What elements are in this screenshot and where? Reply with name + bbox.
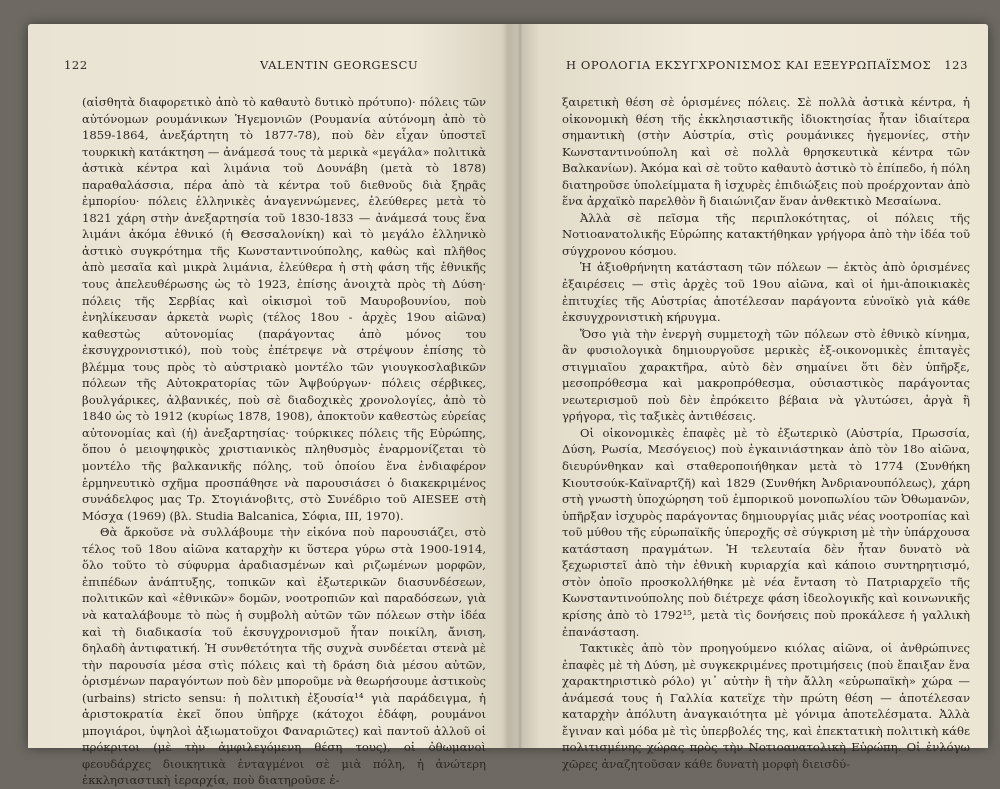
- running-head-author: VALENTIN GEORGESCU: [260, 58, 419, 72]
- left-page: [28, 24, 514, 788]
- paragraph: Ἀλλὰ σὲ πεῖσμα τῆς περιπλοκότητας, οἱ πόλεις τῆς Νοτιοανατολικῆς Εὐρώπης κατακτήθηκαν γρήγορα ἀπὸ τὴν ἰδέα τοῦ σύγχρονου κόσμου.: [562, 210, 970, 258]
- paragraph: (αἰσθητὰ διαφορετικὸ ἀπὸ τὸ καθαυτὸ δυτικὸ πρότυπο)· πόλεις τῶν αὐτόνομων ρουμάνικων Ἡγεμονιῶν (Ρουμανία αὐτόνομη ἀπὸ τὸ 1859-1864, ἀνεξάρτητη τὸ 1877-78), ποὺ δὲν εἶχαν ὑποστεῖ τουρκικὴ κατάκτηση — ἀνάμεσά τους τὰ μερικὰ «μεγάλα» πολιτικὰ ἀστικὰ κέντρα καὶ λιμάνια τοῦ Δουνάβη (μετὰ τὸ 1878) παραθαλάσσια, πέρα ἀπὸ τὰ κέντρα τοῦ διεθνοῦς διὰ ξηρᾶς ἐμπορίου· πόλεις ἑλληνικὲς ἀναγεννώμενες, ἐλεύθερες μετὰ τὸ 1821 χάρη στὴν ἀνεξαρτησία τοῦ 1830-1833 — ἀνάμεσά τους ἕνα λιμάνι ἀκόμα ἐθνικό (ἡ Θεσσαλονίκη) καὶ τὸ μεγάλο ἑλληνικὸ ἀστικὸ συγκρότημα τῆς Κωνσταντινούπολης, καθὼς καὶ πλῆθος ἀπὸ μεσαῖα καὶ μικρὰ λιμάνια, ἐλεύθερα ἡ στὴ φάση τῆς ἐθνικῆς τους ἀπελευθέρωσης ὡς τὸ 1923, ἐπίσης ἀνοιχτὰ πρὸς τὴ Δύση· πόλεις τῆς Σερβίας καὶ οἰκισμοὶ τοῦ Μαυροβουνίου, ποὺ ἐνηλίκευσαν ἀρκετὰ νωρὶς (τέλος 18ου - ἀρχὲς 19ου αἰῶνα) καθεστὼς αὐτονομίας (παράγοντας ἀπὸ μόνος του ἐκσυγχρονιστικό), ποὺ τοὺς ἐπέτρεψε νὰ στρέψουν ἐπίσης τὸ βλέμμα τους πρὸς τὸ αὐστριακὸ μοντέλο τῶν γιουγκοσλαβικῶν πόλεων τῆς Αὐτοκρατορίας τῶν Ἀψβούργων· πόλεις σέρβικες, βουλγάρικες, ἀλβανικές, ποὺ σὲ διαδοχικὲς χρονολογίες, ἀπὸ τὸ 1840 ὡς τὸ 1912 (κυρίως 1878, 1908), ἀποκτοῦν καθεστὼς εὐρείας αὐτονομίας καὶ (ἡ) ἀνεξαρτησίας· τούρκικες πόλεις τῆς Εὐρώπης, ὅπου ὁ μειοψηφικὸς χριστιανικὸς πληθυσμὸς ἐναρμονίζεται τὸ μοντέλο τῆς βαλκανικῆς πόλης, τοῦ ὁποίου ἕνα ἐνδιαφέρον ἑρμηνευτικὸ σχῆμα προσπάθησε νὰ παρουσιάσει ὁ διακεκριμένος συνάδελφος μας Τρ. Στογιάνοβιτς, στὸ Συνέδριο τοῦ AIESEE στὴ Μόσχα (1969) (βλ. Studia Balcanica, Σόφια, III, 1970).: [82, 95, 486, 523]
- paragraph: Θὰ ἄρκοῦσε νὰ συλλάβουμε τὴν εἰκόνα ποὺ παρουσιάζει, στὸ τέλος τοῦ 18ου αἰῶνα καταρχὴν κι ὕστερα γύρω στὰ 1900-1914, ὅλο τοῦτο τὸ σύφυρμα ἀραδιασμένων καὶ ριζωμένων μορφῶν, ἐπιπέδων ἀνάπτυξης, τοπικῶν καὶ ἐξωτερικῶν διασυνδέσεων, πολιτικῶν καὶ «ἐθνικῶν» δομῶν, νοοτροπιῶν καὶ παραδόσεων, γιὰ νὰ καταλάβουμε τὸ πὼς ἡ συμβολὴ αὐτῶν τῶν πόλεων στὴν ἰδέα καὶ τὴ διαδικασία τοῦ ἐκσυγχρονισμοῦ ἦταν ποικίλη, ἄνιση, δηλαδὴ ἀντιφατική. Ἡ συνθετότητα τῆς συχνὰ συνδέεται στενὰ μὲ τὴν παρουσία μέσα στὶς πόλεις καὶ τὴ δράση διὰ μέσου αὐτῶν, ὁρισμένων παραγόντων ποὺ δὲν μποροῦμε νὰ θεωρήσουμε ἀστικοὺς (urbains) stricto sensu: ἡ πολιτικὴ ἐξουσία¹⁴ γιὰ παράδειγμα, ἡ ἀριστοκρατία ἐκεῖ ὅπου ὑπῆρχε (κάτοχοι ἐδάφη, ρουμάνοι μπογιάροι, ὑψηλοὶ ἀξιωματοῦχοι Φαναριῶτες) καὶ παντοῦ ἀλλοῦ οἱ πρόκριτοι (μὲ τὴν ἀμφιλεγόμενη θέση τους), οἱ ὀθωμανοὶ φεουδάρχες διοικητικὰ ἐνταγμένοι σὲ μιὰ πόλη, ἡ ἀνώτερη ἐκκλησιαστικὴ ἱεραρχία, ποὺ διατηροῦσε ἐ-: [82, 525, 486, 788]
- page-number: 123: [944, 58, 968, 72]
- paragraph: Ὅσο γιὰ τὴν ἐνεργὴ συμμετοχὴ τῶν πόλεων στὸ ἐθνικὸ κίνημα, ἂν φυσιολογικὰ δημιουργοῦσε μερικὲς ἐξ-οικονομικὲς ἐπιταγὲς στιγμιαῖου χαρακτῆρα, αὐτὸ δὲν σημαίνει ὅτι δὲν ὑπῆρξε, μεσοπρόθεσμα καὶ μακροπρόθεσμα, οὐσιαστικὸς παράγοντας νεωτερισμοῦ ποὺ δὲν ἐπρόκειτο βέβαια νὰ γλυτώσει, ἀργὰ ἢ γρήγορα, τὶς ταξικὲς ἀντιθέσεις.: [562, 326, 970, 424]
- right-page-body: [562, 94, 970, 772]
- running-head-title: Η ΟΡΟΛΟΓΙΑ ΕΚΣΥΓΧΡΟΝΙΣΜΟΣ ΚΑΙ ΕΞΕΥΡΩΠΑΪΣΜΟΣ: [566, 58, 932, 72]
- left-page-header: [28, 58, 514, 76]
- page-number: 122: [64, 58, 88, 72]
- paragraph: Ἡ ἀξιοθρήνητη κατάσταση τῶν πόλεων — ἐκτὸς ἀπὸ ὁρισμένες ἐξαιρέσεις — στὶς ἀρχὲς τοῦ 19ου αἰῶνα, καὶ οἱ ἡμι-ἀποικιακὲς ἐπιτυχίες τῆς Αὐστρίας ἀποτέλεσαν παράγοντα εὐνοϊκὸ γιὰ κάθε ἐκσυγχρονιστικὴ κήρυγμα.: [562, 260, 970, 325]
- paragraph: ξαιρετικὴ θέση σὲ ὁρισμένες πόλεις. Σὲ πολλὰ ἀστικὰ κέντρα, ἡ οἰκονομικὴ θέση τῆς ἐκκλησιαστικῆς ἰδιοκτησίας ἦταν ἰδιαίτερα σημαντικὴ (στὴν Αὐστρία, στὶς ρουμάνικες ἡγεμονίες, στὴν Κωνσταντινούπολη καὶ σὲ πολλὰ θρησκευτικὰ κέντρα τῶν Βαλκανίων). Ἀκόμα καὶ σὲ τοῦτο καθαυτὸ ἀστικὸ τὸ ἐπίπεδο, ἡ πόλη διατηροῦσε ὑπολείμματα ἢ ἰσχυρὲς ἐπιδιώξεις ποὺ προέρχονταν ἀπὸ ἕνα ἀρχαϊκὸ παρελθὸν ἢ διαιώνιζαν ἕναν ἀνθεκτικὸ Μεσαίωνα.: [562, 95, 970, 209]
- right-page-header: [522, 58, 988, 76]
- right-page: [522, 24, 988, 771]
- book-spread: [28, 24, 988, 788]
- left-page-body: [82, 94, 486, 789]
- paragraph: Οἱ οἰκονομικὲς ἐπαφὲς μὲ τὸ ἐξωτερικὸ (Αὐστρία, Πρωσσία, Δύση, Ρωσία, Μεσόγειος) ποὺ ἐγκαινιάστηκαν ἀπὸ τὸν 18ο αἰῶνα, διευρύνθηκαν καὶ σταθεροποιήθηκαν μετὰ τὸ 1774 (Συνθήκη Κιουτσούκ-Καϊναρτζῆ) καὶ 1829 (Συνθήκη Ἀνδριανουπόλεως), χάρη στὴ γνωστὴ ὑποχώρηση τοῦ ἐμπορικοῦ μονοπωλίου τῶν Ὀθωμανῶν, ὑπῆρξαν ἰσχυρὸς παράγοντας δημιουργίας μιᾶς νέας νοοτροπίας καὶ τοῦ μύθου τῆς εὐρωπαϊκῆς ὑπεροχῆς σὲ σύγκριση μὲ τὴν ὑπάρχουσα κατάσταση πραγμάτων. Ἡ τελευταία δὲν ἦταν δυνατὸ νὰ ξεχωριστεῖ ἀπὸ τὴν ἐθνικὴ κυριαρχία καὶ κάποιο συντηρητισμό, στὸν ὁποῖο προσκολλήθηκε μὲ νέα ἔνταση τὸ Πατριαρχεῖο τῆς Κωνσταντινούπολης ποὺ διέτρεχε φάση ἰδεολογικῆς καὶ κοινωνικῆς κρίσης ἀπὸ τὸ 1792¹⁵, μετὰ τὶς δονήσεις ποὺ προκάλεσε ἡ γαλλικὴ ἐπανάσταση.: [562, 425, 970, 639]
- paragraph: Τακτικὲς ἀπὸ τὸν προηγούμενο κιόλας αἰῶνα, οἱ ἀνθρώπινες ἐπαφὲς μὲ τὴ Δύση, μὲ συγκεκριμένες προτιμήσεις (ποὺ ἔπαιξαν ἕνα χαρακτηριστικὸ ρόλο) γι᾽ αὐτὴν ἢ τὴν ἄλλη «εὐρωπαϊκὴ» χώρα — ἀνάμεσά τους ἡ Γαλλία κατεῖχε τὴν πρώτη θέση — ἀποτέλεσαν καταρχὴν ἀπόλυτη ἀναγκαιότητα μὲ γόνιμα ἀποτελέσματα. Ἀλλὰ ἔγιναν καὶ μόδα μὲ τὶς ὑπερβολές της, καὶ ἐπεκτατικὴ πολιτικὴ κάθε πολιτισμένης χώρας πρὸς τὴν Νοτιοανατολικὴ Εὐρώπη. Οἱ ἐνλόγω χῶρες ἀναζητοῦσαν κάθε δυνατὴ μορφὴ διεισδύ-: [562, 641, 970, 771]
